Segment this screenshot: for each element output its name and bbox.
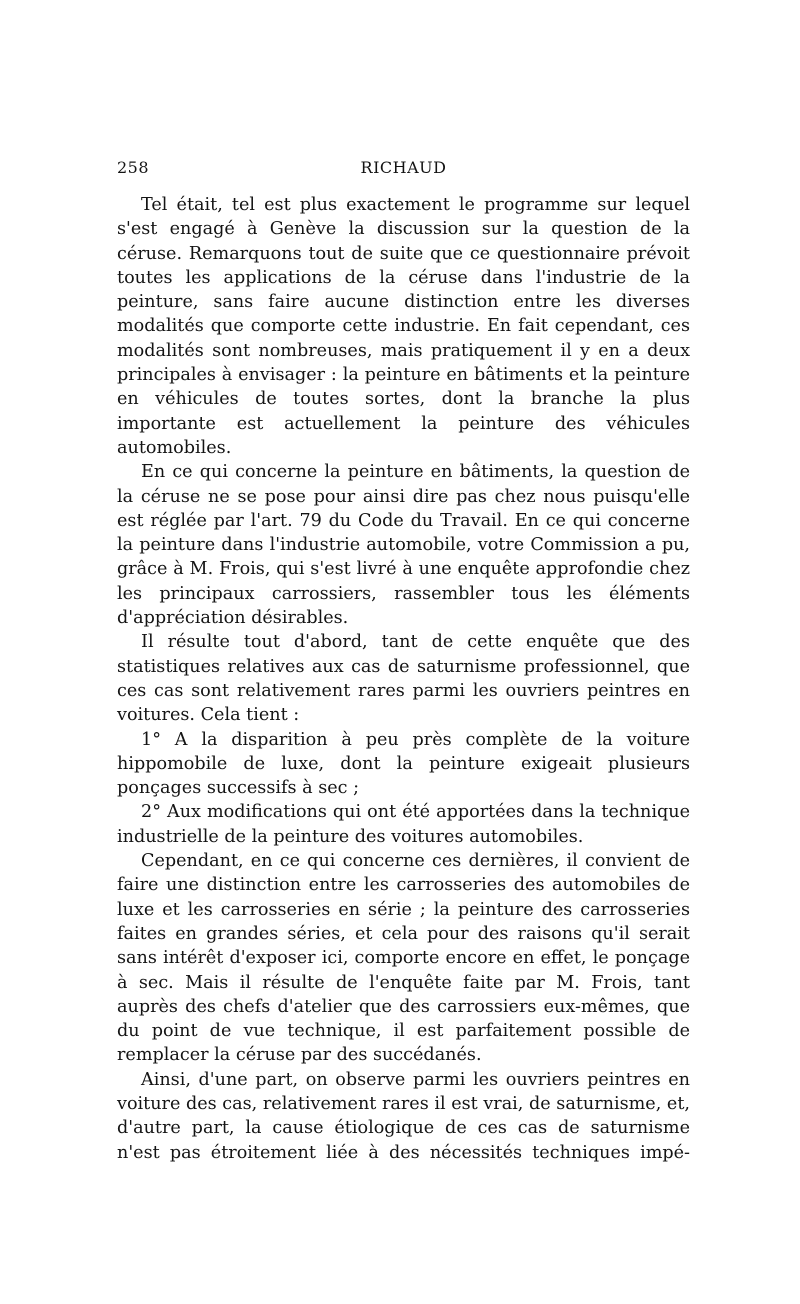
paragraph: Il résulte tout d'abord, tant de cette enquête que des statistiques relatives aux cas de saturnisme professionnel, que ces cas sont relativement rares parmi les ouvriers peintres en voitures. Cela tient : xyxy=(117,632,690,726)
list-item-paragraph: 2° Aux modifications qui ont été apportées dans la technique industrielle de la peinture des voitures automobiles. xyxy=(117,802,690,847)
page-header xyxy=(117,158,690,184)
body-text xyxy=(117,193,690,1165)
running-title: RICHAUD xyxy=(360,158,447,177)
paragraph: Cependant, en ce qui concerne ces dernières, il convient de faire une distinction entre les carrosseries des automobiles de luxe et les carrosseries en série ; la peinture des carrosseries faites en grandes séries, et cela pour des raisons qu'il serait sans intérêt d'exposer ici, comporte encore en effet, le ponçage à sec. Mais il résulte de l'enquête faite par M. Frois, tant auprès des chefs d'atelier que des carrossiers eux-mêmes, que du point de vue technique, il est parfaitement possible de remplacer la céruse par des succédanés. xyxy=(117,851,690,1066)
paragraph: En ce qui concerne la peinture en bâtiments, la question de la céruse ne se pose pour ainsi dire pas chez nous puisqu'elle est réglée par l'art. 79 du Code du Travail. En ce qui concerne la peinture dans l'industrie automobile, votre Commission a pu, grâce à M. Frois, qui s'est livré à une enquête approfondie chez les principaux carrossiers, rassembler tous les éléments d'appréciation désirables. xyxy=(117,462,690,629)
paragraph-continued: Ainsi, d'une part, on observe parmi les ouvriers peintres en voiture des cas, relativement rares il est vrai, de saturnisme, et, d'autre part, la cause étiologique de ces cas de saturnisme n'est pas étroitement liée à des nécessités techniques impé- xyxy=(117,1069,690,1163)
page-number: 258 xyxy=(117,158,150,177)
list-item-paragraph: 1° A la disparition à peu près complète de la voiture hippomobile de luxe, dont la peinture exigeait plusieurs ponçages successifs à sec ; xyxy=(117,729,690,799)
paragraph: Tel était, tel est plus exactement le programme sur lequel s'est engagé à Genève la discussion sur la question de la céruse. Remarquons tout de suite que ce questionnaire prévoit toutes les applications de la céruse dans l'industrie de la peinture, sans faire aucune distinction entre les diverses modalités que comporte cette industrie. En fait cependant, ces modalités sont nombreuses, mais pratiquement il y en a deux principales à envisager : la peinture en bâtiments et la peinture en véhicules de toutes sortes, dont la branche la plus importante est actuellement la peinture des véhicules automobiles. xyxy=(117,195,690,458)
